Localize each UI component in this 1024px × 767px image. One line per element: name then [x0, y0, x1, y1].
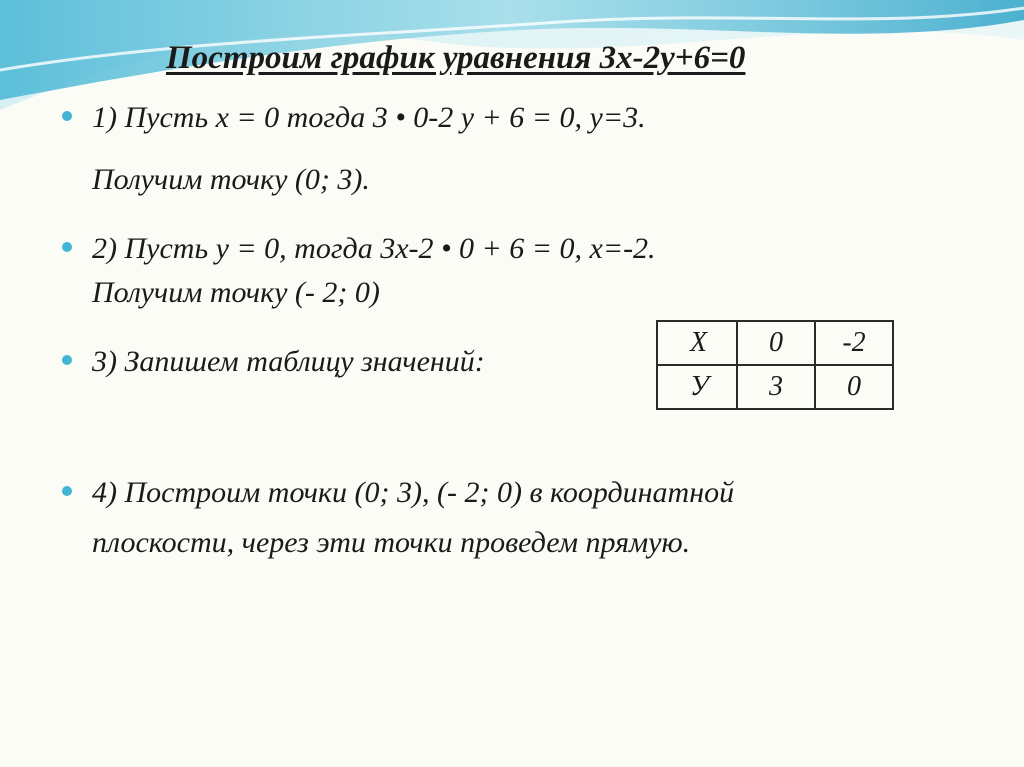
list-item-3 — [62, 337, 485, 387]
slide-title: Построим график уравнения 3х-2у+6=0 — [166, 40, 746, 76]
item-text-line: плоскости, через эти точки проведем прямую. — [92, 526, 691, 559]
list-item-4 — [62, 468, 734, 568]
item-text-line: 2) Пусть у = 0, тогда 3х-2 • 0 + 6 = 0, х=-2. — [92, 232, 656, 265]
table-cell: Х — [657, 321, 737, 365]
bullet-icon — [62, 111, 72, 121]
item-text-line: 4) Построим точки (0; 3), (- 2; 0) в координатной — [92, 476, 735, 509]
item-text-line: Получим точку (0; 3). — [92, 163, 370, 196]
list-item-2 — [62, 224, 656, 318]
item-text-line: 3) Запишем таблицу значений: — [92, 345, 485, 378]
values-table — [656, 320, 894, 410]
bullet-icon — [62, 242, 72, 252]
table-cell: У — [657, 365, 737, 409]
table-cell: 0 — [737, 321, 815, 365]
item-text-line: Получим точку (- 2; 0) — [92, 276, 380, 309]
table-row — [657, 321, 893, 365]
table-cell: 0 — [815, 365, 893, 409]
bullet-icon — [62, 486, 72, 496]
bullet-icon — [62, 355, 72, 365]
table-cell: 3 — [737, 365, 815, 409]
table-row — [657, 365, 893, 409]
item-text-line: 1) Пусть х = 0 тогда 3 • 0-2 у + 6 = 0, у=3. — [92, 101, 646, 134]
list-item-1 — [62, 93, 646, 205]
table-cell: -2 — [815, 321, 893, 365]
